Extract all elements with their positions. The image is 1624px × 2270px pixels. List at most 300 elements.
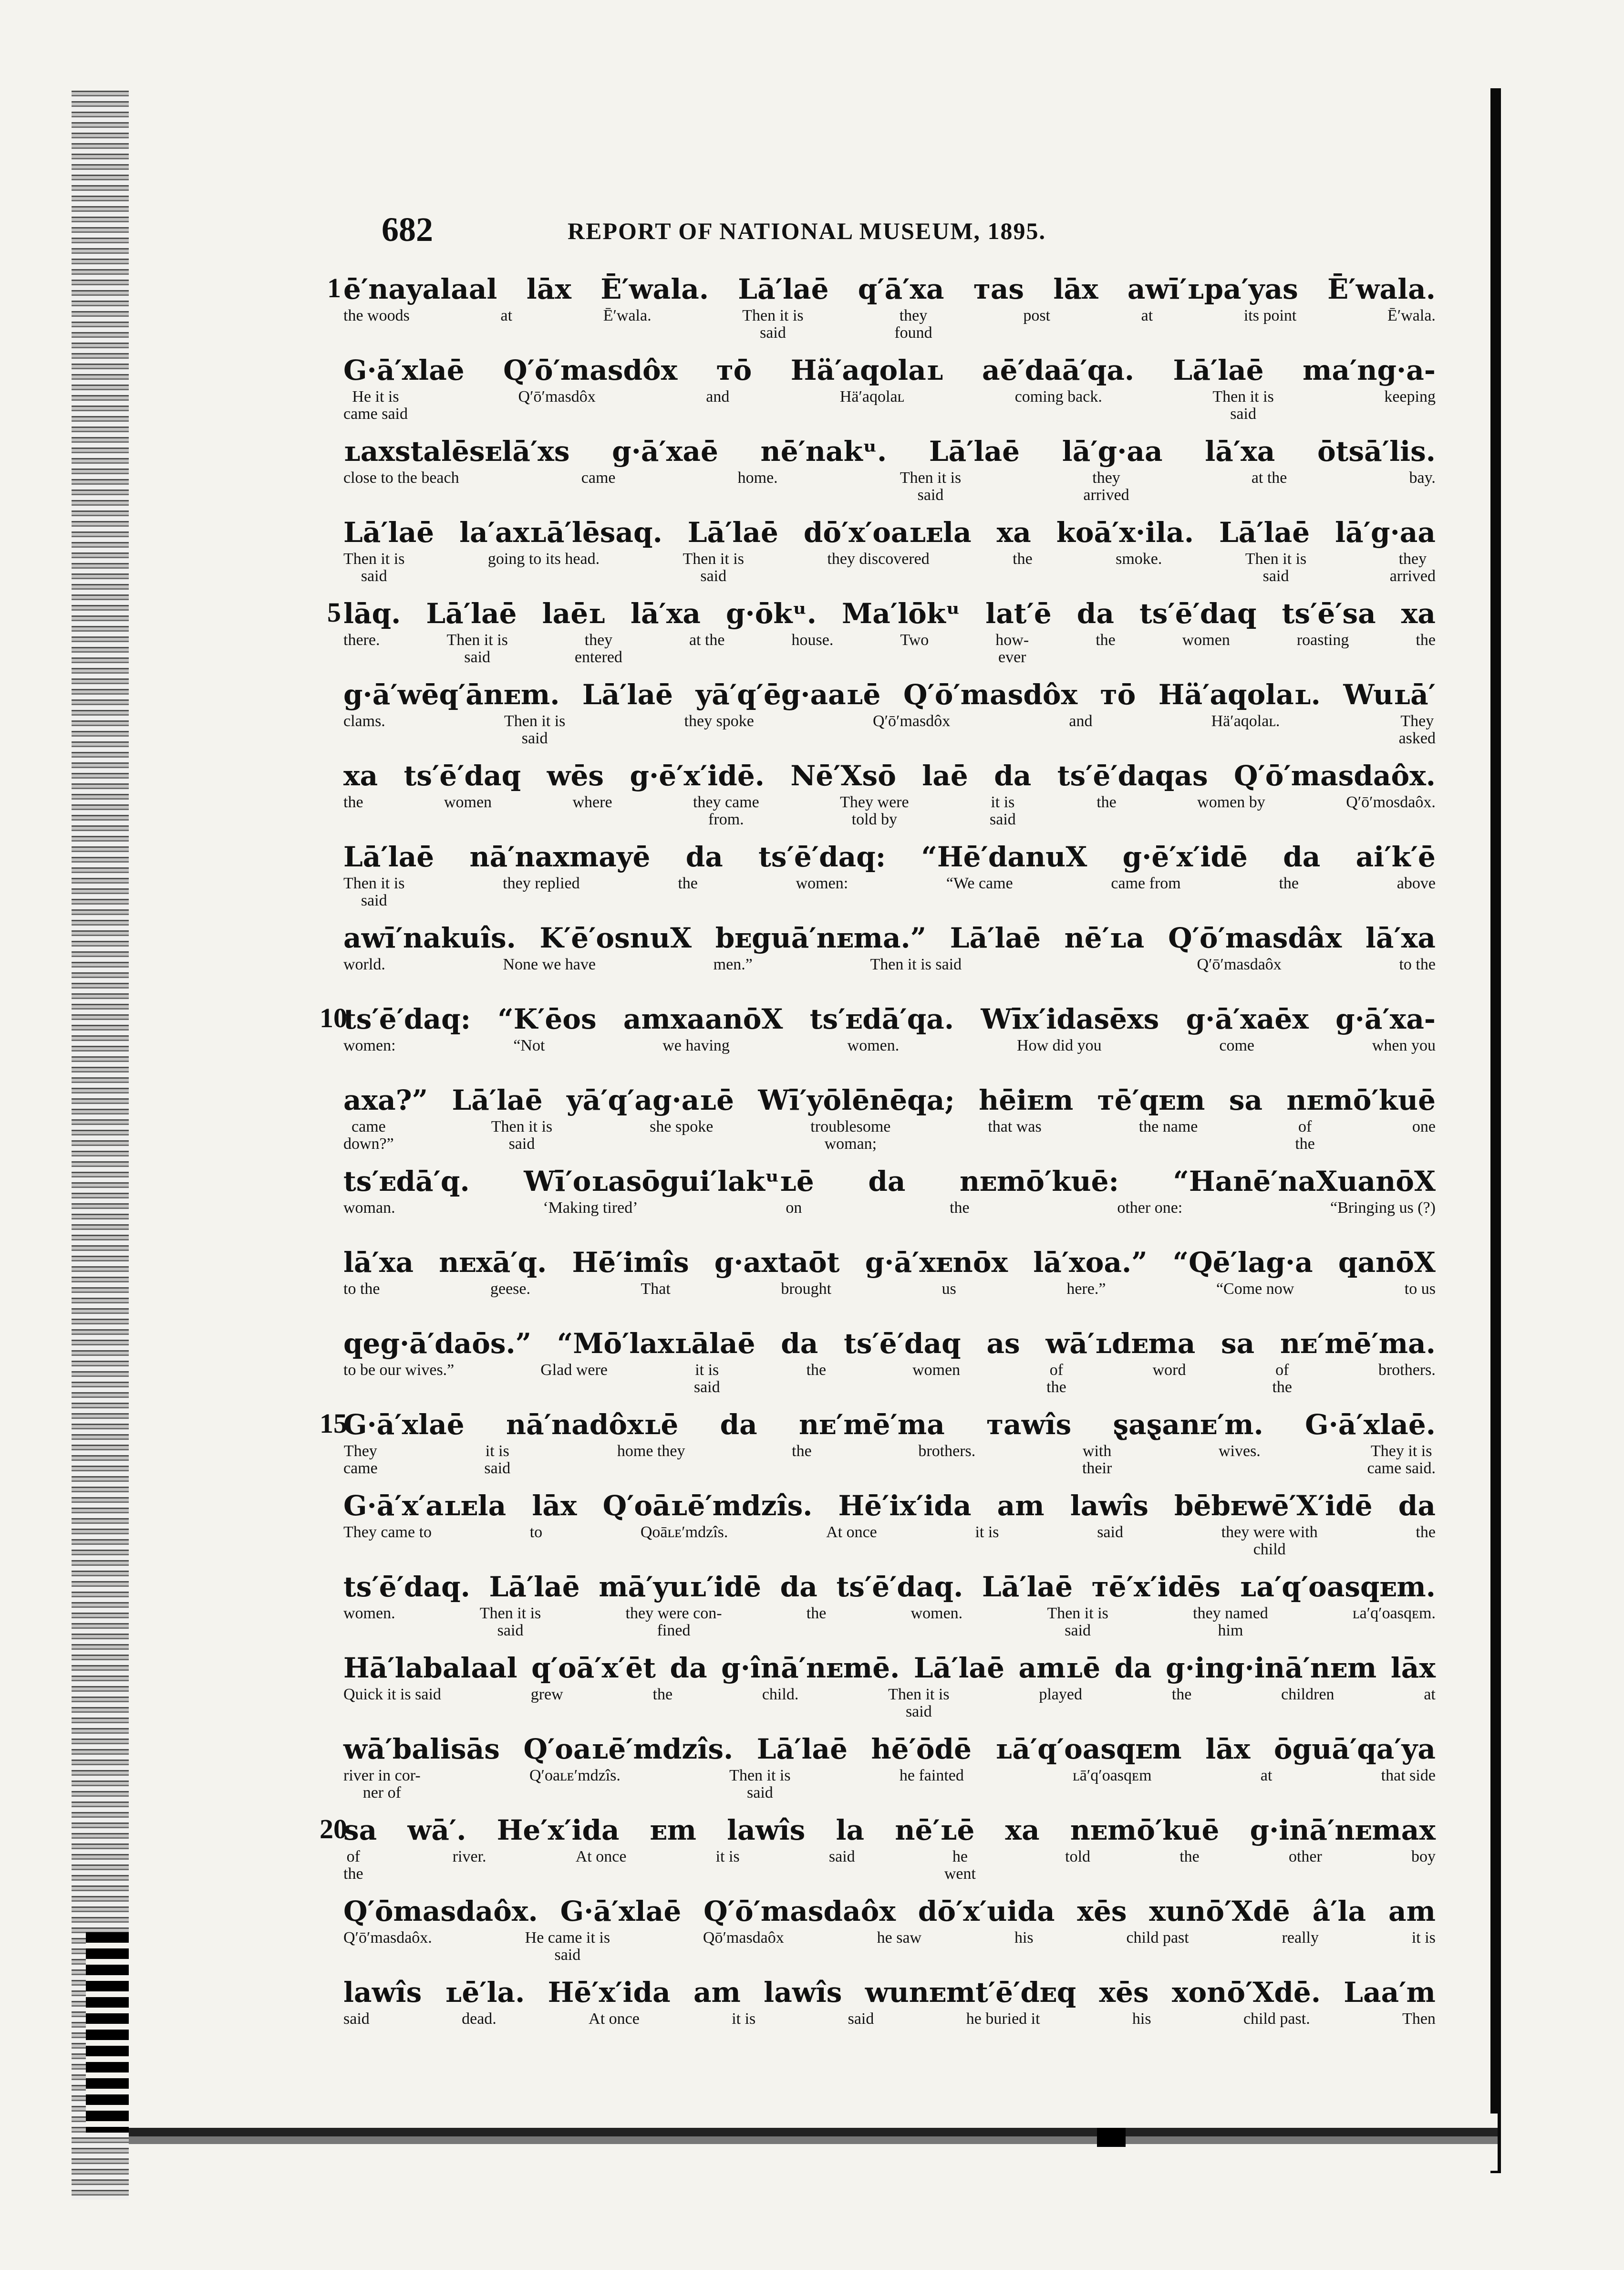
- gloss-row: [343, 1118, 1436, 1153]
- native-word: ts′ē′daq.: [343, 1571, 470, 1603]
- native-text-row: [343, 1570, 1436, 1604]
- text-line: [320, 1407, 1436, 1489]
- gloss-word: the: [792, 1442, 812, 1460]
- native-word: Lā′laē: [687, 516, 778, 549]
- gloss-word: Then it is said: [683, 550, 744, 585]
- native-word: ts′ē′daq: [403, 760, 521, 792]
- gloss-word: it is said: [693, 1361, 720, 1396]
- native-word: wā′.: [407, 1814, 466, 1846]
- gloss-word: came: [581, 469, 616, 487]
- gloss-word: Then it is said: [742, 307, 804, 342]
- native-word: lawîs: [1070, 1489, 1148, 1522]
- gloss-word: Qō′masdaôx: [703, 1929, 784, 1947]
- gloss-word: Two: [900, 631, 929, 649]
- native-word: qanōX: [1338, 1246, 1436, 1279]
- native-word: g·înā′nᴇmē.: [721, 1652, 900, 1684]
- native-word: amxaanōX: [623, 1003, 783, 1035]
- gloss-row: [343, 1767, 1436, 1801]
- native-word: nᴇxā′q.: [439, 1246, 547, 1279]
- native-word: ts′ᴇdā′q.: [343, 1165, 470, 1197]
- gloss-word: they spoke: [684, 712, 754, 730]
- gloss-word: How did you: [1017, 1037, 1102, 1054]
- scan-binding-edge: [72, 91, 129, 2199]
- gloss-word: Q′ō′masdaôx: [1197, 956, 1282, 973]
- gloss-word: Q′oaʟᴇ′mdzîs.: [529, 1767, 621, 1784]
- native-word: Lā′laē: [343, 841, 434, 873]
- gloss-word: child.: [762, 1686, 799, 1703]
- native-word: da: [1398, 1489, 1436, 1522]
- gloss-word: boy: [1411, 1848, 1436, 1865]
- gloss-word: said: [828, 1848, 855, 1865]
- native-word: â′la: [1312, 1895, 1366, 1927]
- native-word: Wī′oʟasōgui′lakᵘʟē: [524, 1165, 814, 1197]
- native-word: dō′x′oaʟᴇla: [803, 516, 972, 549]
- native-word: awī′ʟpa′yas: [1127, 273, 1298, 305]
- gloss-word: we having: [662, 1037, 730, 1054]
- gloss-word: women:: [796, 875, 848, 892]
- gloss-word: they arrived: [1083, 469, 1129, 504]
- gloss-word: she spoke: [650, 1118, 714, 1135]
- native-word: ts′ē′daq:: [758, 841, 886, 873]
- text-line: [343, 921, 1436, 1002]
- native-word: da: [994, 760, 1032, 792]
- native-word: G·ā′xlaē: [343, 354, 465, 386]
- gloss-word: the: [1416, 1523, 1436, 1541]
- gloss-word: coming back.: [1014, 388, 1102, 406]
- native-word: “Mō′laxʟālaē: [557, 1327, 755, 1360]
- gloss-word: Hä′aqolaʟ: [839, 388, 905, 406]
- native-word: lāx: [1390, 1652, 1436, 1684]
- native-word: da: [1114, 1652, 1152, 1684]
- native-word: Q′ōmasdaôx.: [343, 1895, 538, 1927]
- gloss-word: bay.: [1409, 469, 1436, 487]
- gloss-word: women:: [343, 1037, 396, 1054]
- native-text-row: [343, 1813, 1436, 1847]
- gloss-word: the: [652, 1686, 673, 1703]
- gloss-word: house.: [791, 631, 834, 649]
- gloss-word: the woods: [343, 307, 410, 324]
- gloss-word: Ē′wala.: [1387, 307, 1436, 324]
- native-word: lā′xa: [1365, 922, 1436, 954]
- native-word: Hē′imîs: [572, 1246, 689, 1279]
- native-word: wēs: [547, 760, 604, 792]
- gloss-word: they arrived: [1389, 550, 1436, 585]
- gloss-word: Ē′wala.: [603, 307, 652, 324]
- native-word: aē′daā′qa.: [982, 354, 1135, 386]
- native-word: g·ōkᵘ.: [726, 597, 817, 630]
- gloss-word: ʟa′q′oasqᴇm.: [1353, 1604, 1436, 1622]
- gloss-word: at: [1260, 1767, 1272, 1784]
- gloss-word: they were con- fined: [625, 1604, 722, 1639]
- native-word: “K′ēos: [497, 1003, 597, 1035]
- native-text-row: [343, 1975, 1436, 2010]
- native-word: ᴇm: [650, 1814, 696, 1846]
- native-word: sa: [1221, 1327, 1255, 1360]
- gloss-row: [343, 956, 1436, 973]
- gloss-word: said: [848, 2010, 874, 2028]
- native-word: Hē′ix′ida: [838, 1489, 972, 1522]
- gloss-word: of the: [1272, 1361, 1293, 1396]
- native-word: laēʟ: [542, 597, 605, 630]
- gloss-word: They asked: [1398, 712, 1436, 747]
- native-text-row: [343, 1002, 1436, 1036]
- text-line: [343, 1732, 1436, 1813]
- native-word: nᴇmō′kuē: [1070, 1814, 1220, 1846]
- native-word: nā′nadôxʟē: [506, 1408, 679, 1441]
- native-word: G·ā′x′aʟᴇla: [343, 1489, 507, 1522]
- gloss-word: there.: [343, 631, 380, 649]
- gloss-word: women by: [1197, 793, 1265, 811]
- native-word: yā′q′ēg·aaʟē: [695, 678, 881, 711]
- gloss-word: clams.: [343, 712, 385, 730]
- gloss-word: geese.: [490, 1280, 530, 1298]
- line-number: 15: [320, 1408, 347, 1439]
- native-word: ē′nayalaal: [343, 273, 497, 305]
- native-word: Hē′x′ida: [548, 1976, 671, 2009]
- text-line: [320, 1813, 1436, 1894]
- native-word: Hä′aqolaʟ: [790, 354, 943, 386]
- gloss-word: Hä′aqolaʟ.: [1211, 712, 1280, 730]
- native-word: ᴛō: [716, 354, 752, 386]
- interlinear-text: [320, 272, 1436, 2056]
- gloss-row: [343, 551, 1436, 585]
- gloss-word: they entered: [574, 631, 622, 666]
- native-word: nᴇ′mē′ma.: [1280, 1327, 1436, 1360]
- native-word: xonō′Xdē.: [1171, 1976, 1321, 2009]
- native-word: da: [781, 1327, 818, 1360]
- native-word: G·ā′xlaē.: [1305, 1408, 1436, 1441]
- native-word: Wīx′idasēxs: [981, 1003, 1159, 1035]
- gloss-word: on: [786, 1199, 802, 1217]
- native-word: Q′ō′masdaôx.: [1233, 760, 1436, 792]
- native-word: wunᴇmt′ē′dᴇq: [865, 1976, 1076, 2009]
- text-line: [343, 1164, 1436, 1245]
- gloss-word: to: [529, 1523, 543, 1541]
- gloss-word: Then it is said: [900, 469, 962, 504]
- text-line: [343, 1975, 1436, 2056]
- native-word: Ē′wala.: [600, 273, 709, 305]
- native-word: ōtsā′lis.: [1317, 435, 1436, 468]
- native-text-row: [343, 1651, 1436, 1685]
- native-word: nē′nakᵘ.: [760, 435, 887, 468]
- native-word: Q′ō′masdôx: [903, 678, 1078, 711]
- native-word: bᴇguā′nᴇma.”: [715, 922, 927, 954]
- native-word: sa: [1229, 1084, 1263, 1116]
- gloss-word: said: [1097, 1523, 1123, 1541]
- native-word: nē′ʟa: [1064, 922, 1145, 954]
- gloss-word: other: [1288, 1848, 1322, 1865]
- gloss-word: grew: [530, 1686, 563, 1703]
- native-word: lāx: [526, 273, 571, 305]
- gloss-word: women.: [847, 1037, 900, 1054]
- native-word: g·ā′xa-: [1335, 1003, 1436, 1035]
- gloss-word: how- ever: [995, 631, 1029, 666]
- native-word: da: [868, 1165, 906, 1197]
- native-word: Lā′laē: [756, 1733, 848, 1765]
- native-word: ᴛē′qᴇm: [1097, 1084, 1205, 1116]
- native-word: Lā′laē: [738, 273, 829, 305]
- gloss-word: ‘Making tired’: [543, 1199, 638, 1217]
- gloss-word: to us: [1404, 1280, 1436, 1298]
- gloss-word: going to its head.: [487, 550, 600, 568]
- gloss-word: Q′ō′masdôx: [873, 712, 951, 730]
- text-line: [343, 1326, 1436, 1407]
- gloss-word: Then it is said: [343, 875, 405, 909]
- native-word: nᴇmō′kuē: [1286, 1084, 1436, 1116]
- gloss-word: men.”: [713, 956, 753, 973]
- native-word: ᴛē′x′idēs: [1091, 1571, 1221, 1603]
- gloss-word: his: [1014, 1929, 1034, 1947]
- native-word: g·ing·inā′nᴇm: [1166, 1652, 1377, 1684]
- gloss-word: roasting: [1296, 631, 1349, 649]
- gloss-word: of the: [1295, 1118, 1315, 1153]
- gloss-row: [343, 1524, 1436, 1558]
- gloss-word: women.: [343, 1604, 395, 1622]
- native-word: da: [780, 1571, 817, 1603]
- gloss-word: “Bringing us (?): [1330, 1199, 1436, 1217]
- gloss-word: the: [1279, 875, 1299, 892]
- gloss-word: it is said: [484, 1442, 511, 1477]
- gloss-word: he went: [944, 1848, 976, 1883]
- native-word: lā′g·aa: [1335, 516, 1436, 549]
- native-word: xēs: [1077, 1895, 1127, 1927]
- gloss-word: the: [806, 1604, 827, 1622]
- native-word: lāx: [1053, 273, 1098, 305]
- gloss-word: Glad were: [540, 1361, 608, 1379]
- gloss-word: at: [1424, 1686, 1436, 1703]
- gloss-word: world.: [343, 956, 385, 973]
- native-word: g·axtaōt: [714, 1246, 840, 1279]
- native-word: da: [685, 841, 723, 873]
- gloss-word: here.”: [1066, 1280, 1106, 1298]
- native-word: ma′ng·a-: [1303, 354, 1436, 386]
- native-word: Wuʟā′: [1343, 678, 1436, 711]
- native-word: ts′ē′daqas: [1057, 760, 1208, 792]
- gloss-word: the: [1179, 1848, 1200, 1865]
- gloss-word: came from: [1111, 875, 1181, 892]
- native-word: “Hē′danuX: [921, 841, 1087, 873]
- native-text-row: [343, 921, 1436, 955]
- gloss-word: to be our wives.”: [343, 1361, 455, 1379]
- native-word: Q′ō′masdâx: [1168, 922, 1342, 954]
- native-word: la′axʟā′lēsaq.: [459, 516, 662, 549]
- gloss-word: he buried it: [966, 2010, 1040, 2028]
- native-text-row: [343, 1894, 1436, 1928]
- native-text-row: [343, 677, 1436, 712]
- native-word: Nē′Xsō: [790, 760, 896, 792]
- gloss-word: Qoāʟᴇ′mdzîs.: [640, 1523, 728, 1541]
- native-word: G·ā′xlaē: [343, 1408, 465, 1441]
- gloss-row: [343, 1686, 1436, 1720]
- native-text-row: [343, 515, 1436, 550]
- gloss-word: None we have: [503, 956, 596, 973]
- native-word: wā′ʟdᴇma: [1045, 1327, 1196, 1360]
- native-word: ᴛō: [1100, 678, 1136, 711]
- native-word: la: [836, 1814, 865, 1846]
- gloss-word: at: [500, 307, 513, 324]
- line-number: 10: [320, 1002, 347, 1033]
- gloss-word: they found: [894, 307, 932, 342]
- gloss-word: it is: [715, 1848, 740, 1865]
- native-word: lāq.: [343, 597, 401, 630]
- native-text-row: [343, 1489, 1436, 1523]
- scan-binding-marks: [86, 1932, 129, 2133]
- text-line: [343, 1570, 1436, 1651]
- gloss-word: to the: [343, 1280, 380, 1298]
- gloss-word: He came it is said: [525, 1929, 610, 1964]
- native-word: ts′ē′daq.: [836, 1571, 963, 1603]
- gloss-word: Then it is said: [1212, 388, 1274, 423]
- gloss-word: Q′ō′masdôx: [518, 388, 596, 406]
- native-word: da: [1076, 597, 1114, 630]
- native-word: g·ā′wēq′ānᴇm.: [343, 678, 560, 711]
- gloss-word: the: [1096, 631, 1116, 649]
- gloss-word: Then it is said: [870, 956, 962, 973]
- gloss-word: at: [1141, 307, 1153, 324]
- text-line: [327, 272, 1436, 353]
- gloss-word: brothers.: [1378, 1361, 1436, 1379]
- native-word: qeg·ā′daōs.”: [343, 1327, 532, 1360]
- native-word: g·ē′x′idē: [1122, 841, 1248, 873]
- native-word: Lā′laē: [343, 516, 434, 549]
- page-number: 682: [382, 210, 433, 249]
- native-word: lat′ē: [985, 597, 1052, 630]
- native-word: g·inā′nᴇmax: [1250, 1814, 1436, 1846]
- native-word: da: [670, 1652, 707, 1684]
- gloss-word: That: [641, 1280, 671, 1298]
- native-word: “Qē′lag·a: [1172, 1246, 1313, 1279]
- native-text-row: [343, 353, 1436, 387]
- gloss-word: child past: [1126, 1929, 1189, 1947]
- gloss-word: troublesome woman;: [810, 1118, 891, 1153]
- gloss-word: of the: [1046, 1361, 1066, 1396]
- native-word: Ma′lōkᵘ: [842, 597, 961, 630]
- native-word: xunō′Xdē: [1149, 1895, 1290, 1927]
- gloss-row: [343, 794, 1436, 828]
- native-word: Q′ō′masdôx: [503, 354, 678, 386]
- native-word: Laa′m: [1344, 1976, 1436, 2009]
- gloss-word: above: [1396, 875, 1436, 892]
- gloss-row: [343, 1929, 1436, 1964]
- native-text-row: [343, 434, 1436, 469]
- native-word: Q′ō′masdaôx: [703, 1895, 896, 1927]
- native-word: ts′ᴇdā′qa.: [809, 1003, 954, 1035]
- gloss-word: and: [1069, 712, 1093, 730]
- native-word: Lā′laē: [582, 678, 673, 711]
- gloss-word: it is: [975, 1523, 999, 1541]
- gloss-word: Then it is said: [504, 712, 566, 747]
- gloss-word: they discovered: [827, 550, 930, 568]
- native-text-row: [343, 759, 1436, 793]
- gloss-word: came down?”: [343, 1118, 394, 1153]
- native-word: “Hanē′naXuanōX: [1173, 1165, 1436, 1197]
- text-line: [320, 1002, 1436, 1083]
- running-head: REPORT OF NATIONAL MUSEUM, 1895.: [568, 218, 1046, 244]
- gloss-word: river.: [452, 1848, 486, 1865]
- native-text-row: [343, 1083, 1436, 1117]
- gloss-row: [343, 713, 1436, 747]
- gloss-row: [343, 1281, 1436, 1298]
- native-word: lawîs: [343, 1976, 422, 2009]
- gloss-word: played: [1039, 1686, 1082, 1703]
- native-word: q′ā′xa: [858, 273, 944, 305]
- gloss-row: [343, 1362, 1436, 1396]
- gloss-word: the: [1171, 1686, 1192, 1703]
- gloss-word: Then it is said: [479, 1604, 541, 1639]
- native-word: dō′x′uida: [918, 1895, 1055, 1927]
- native-word: lā′xa: [343, 1246, 414, 1279]
- gloss-word: brothers.: [918, 1442, 976, 1460]
- native-word: lawîs: [764, 1976, 842, 2009]
- native-word: xēs: [1099, 1976, 1149, 2009]
- gloss-word: he saw: [877, 1929, 922, 1947]
- text-line: [343, 840, 1436, 921]
- native-word: g·ā′xaē: [612, 435, 718, 468]
- native-word: nā′naxmayē: [469, 841, 651, 873]
- gloss-word: to the: [1399, 956, 1436, 973]
- native-word: Q′oaʟē′mdzîs.: [523, 1733, 734, 1765]
- native-word: wā′balisās: [343, 1733, 500, 1765]
- native-text-row: [343, 272, 1436, 306]
- native-word: Lā′laē: [426, 597, 517, 630]
- native-word: g·ē′x′idē.: [630, 760, 765, 792]
- gloss-word: with their: [1082, 1442, 1112, 1477]
- gloss-word: that side: [1381, 1767, 1436, 1784]
- native-word: ʟa′q′oasqᴇm.: [1239, 1571, 1436, 1603]
- text-line: [327, 596, 1436, 677]
- gloss-word: word: [1152, 1361, 1186, 1379]
- native-word: ᴛas: [973, 273, 1024, 305]
- text-line: [343, 759, 1436, 840]
- gloss-word: they were with child: [1221, 1523, 1318, 1558]
- gloss-word: brought: [781, 1280, 832, 1298]
- gloss-word: the: [1096, 793, 1117, 811]
- gloss-word: his: [1132, 2010, 1151, 2028]
- gloss-row: [343, 388, 1436, 423]
- gloss-row: [343, 1848, 1436, 1883]
- native-word: lawîs: [727, 1814, 806, 1846]
- gloss-word: women: [912, 1361, 961, 1379]
- native-word: koā′x·ila.: [1056, 516, 1194, 549]
- gloss-row: [343, 875, 1436, 909]
- right-margin-rule: [1490, 88, 1501, 2173]
- text-line: [343, 1489, 1436, 1570]
- text-line: [343, 1083, 1436, 1164]
- gloss-word: they came from.: [693, 793, 759, 828]
- native-text-row: [343, 1245, 1436, 1280]
- native-word: Q′oāʟē′mdzîs.: [602, 1489, 813, 1522]
- gloss-word: close to the beach: [343, 469, 459, 487]
- gloss-word: dead.: [462, 2010, 497, 2028]
- text-line: [343, 677, 1436, 759]
- gloss-word: the: [950, 1199, 970, 1217]
- native-word: lā′xa: [630, 597, 701, 630]
- native-word: Lā′laē: [1173, 354, 1264, 386]
- gloss-word: us: [941, 1280, 956, 1298]
- gloss-row: [343, 1605, 1436, 1639]
- native-word: hēiᴇm: [979, 1084, 1074, 1116]
- native-word: ts′ē′daq: [844, 1327, 961, 1360]
- native-word: Lā′laē: [982, 1571, 1073, 1603]
- native-word: axa?”: [343, 1084, 428, 1116]
- native-word: Ē′wala.: [1327, 273, 1436, 305]
- gloss-word: at the: [1251, 469, 1287, 487]
- gloss-word: it is: [732, 2010, 756, 2028]
- native-text-row: [343, 840, 1436, 874]
- native-word: xa: [996, 516, 1031, 549]
- native-word: K′ē′osnuX: [539, 922, 692, 954]
- native-text-row: [343, 1326, 1436, 1361]
